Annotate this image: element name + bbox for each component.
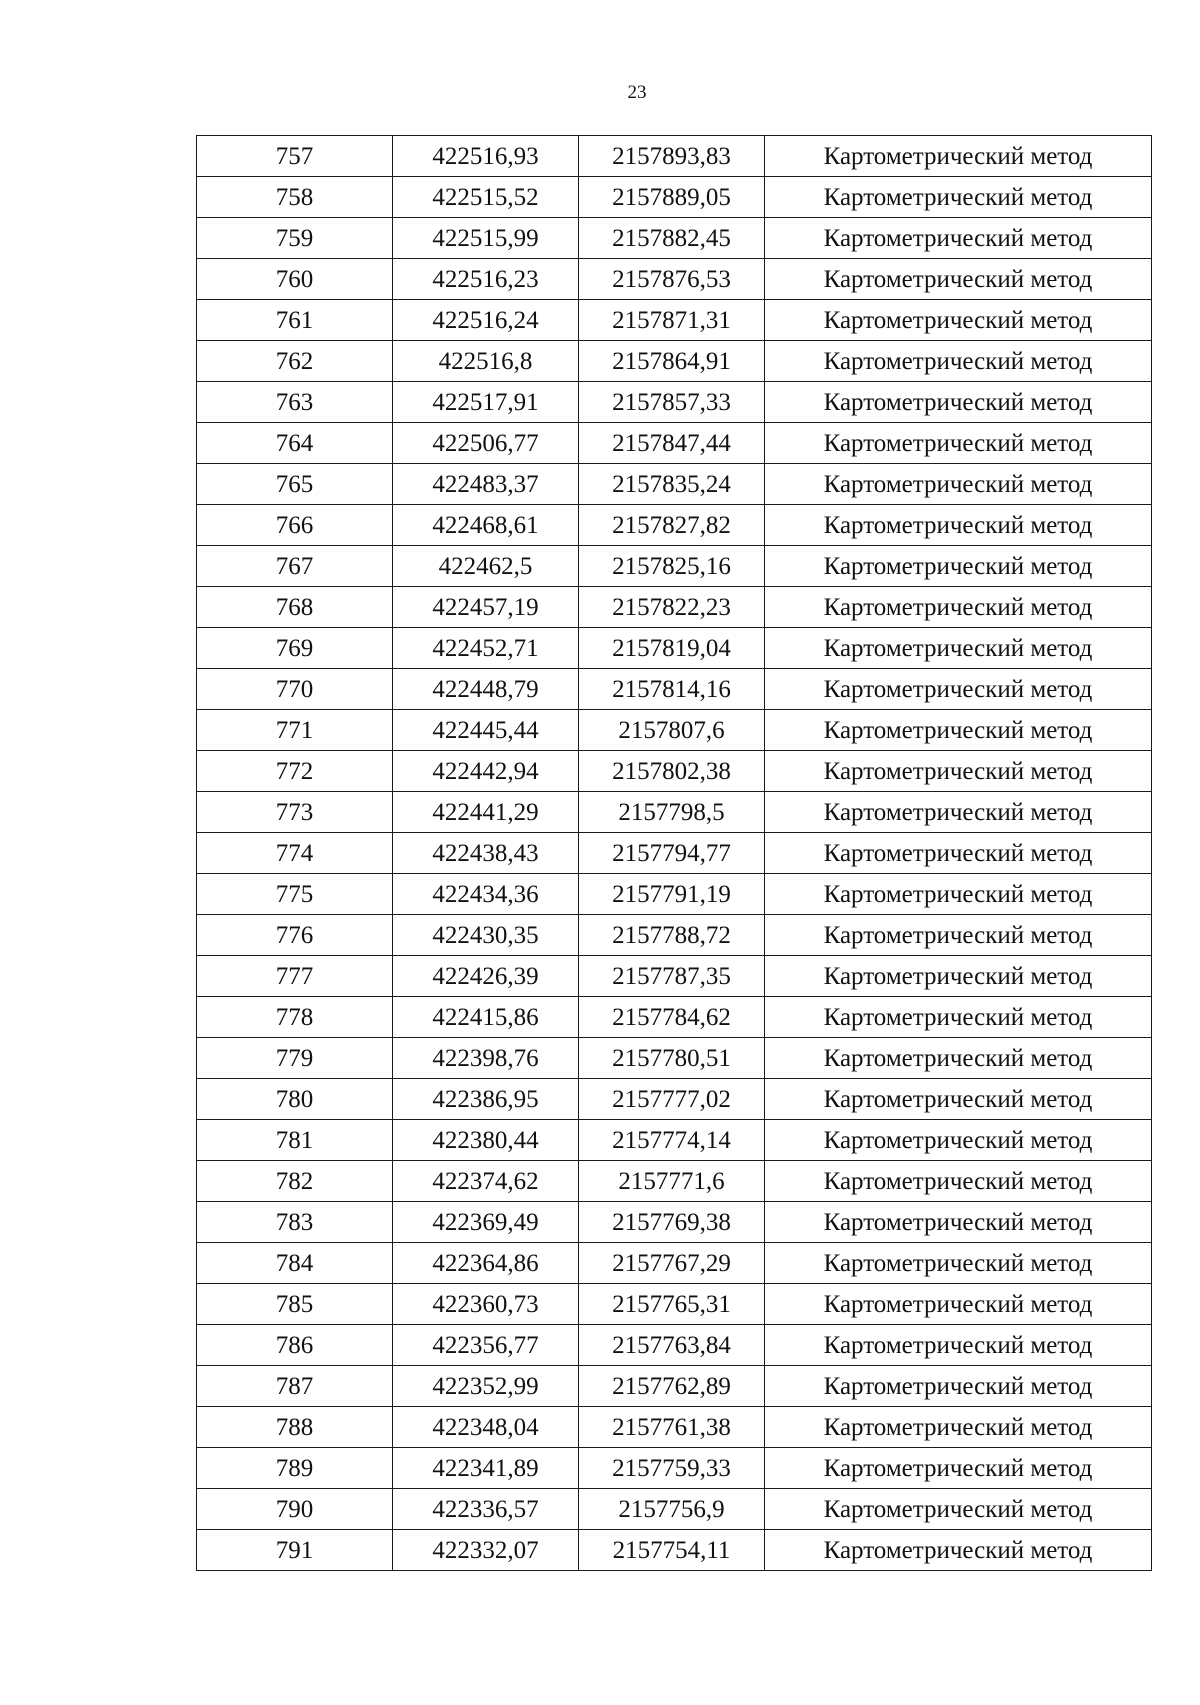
x-coordinate-cell: 422374,62 — [393, 1161, 579, 1202]
method-cell: Картометрический метод — [765, 1243, 1152, 1284]
x-coordinate-cell: 422360,73 — [393, 1284, 579, 1325]
table-row — [197, 177, 1152, 218]
method-cell: Картометрический метод — [765, 341, 1152, 382]
table-row — [197, 751, 1152, 792]
table-row — [197, 669, 1152, 710]
table-row — [197, 546, 1152, 587]
method-cell: Картометрический метод — [765, 997, 1152, 1038]
table-row — [197, 464, 1152, 505]
point-number-cell: 772 — [197, 751, 393, 792]
point-number-cell: 767 — [197, 546, 393, 587]
table-row — [197, 341, 1152, 382]
table-row — [197, 300, 1152, 341]
x-coordinate-cell: 422341,89 — [393, 1448, 579, 1489]
x-coordinate-cell: 422445,44 — [393, 710, 579, 751]
method-cell: Картометрический метод — [765, 587, 1152, 628]
point-number-cell: 787 — [197, 1366, 393, 1407]
method-cell: Картометрический метод — [765, 1489, 1152, 1530]
y-coordinate-cell: 2157889,05 — [579, 177, 765, 218]
method-cell: Картометрический метод — [765, 1161, 1152, 1202]
y-coordinate-cell: 2157882,45 — [579, 218, 765, 259]
method-cell: Картометрический метод — [765, 792, 1152, 833]
x-coordinate-cell: 422506,77 — [393, 423, 579, 464]
table-row — [197, 1284, 1152, 1325]
y-coordinate-cell: 2157864,91 — [579, 341, 765, 382]
table-row — [197, 628, 1152, 669]
table-row — [197, 1530, 1152, 1571]
x-coordinate-cell: 422398,76 — [393, 1038, 579, 1079]
method-cell: Картометрический метод — [765, 177, 1152, 218]
table-row — [197, 956, 1152, 997]
table-row — [197, 833, 1152, 874]
table-row — [197, 1366, 1152, 1407]
point-number-cell: 764 — [197, 423, 393, 464]
method-cell: Картометрический метод — [765, 1407, 1152, 1448]
y-coordinate-cell: 2157765,31 — [579, 1284, 765, 1325]
y-coordinate-cell: 2157759,33 — [579, 1448, 765, 1489]
point-number-cell: 757 — [197, 136, 393, 177]
x-coordinate-cell: 422457,19 — [393, 587, 579, 628]
x-coordinate-cell: 422441,29 — [393, 792, 579, 833]
point-number-cell: 782 — [197, 1161, 393, 1202]
x-coordinate-cell: 422516,23 — [393, 259, 579, 300]
method-cell: Картометрический метод — [765, 218, 1152, 259]
method-cell: Картометрический метод — [765, 1448, 1152, 1489]
point-number-cell: 786 — [197, 1325, 393, 1366]
method-cell: Картометрический метод — [765, 259, 1152, 300]
point-number-cell: 780 — [197, 1079, 393, 1120]
x-coordinate-cell: 422452,71 — [393, 628, 579, 669]
point-number-cell: 790 — [197, 1489, 393, 1530]
y-coordinate-cell: 2157756,9 — [579, 1489, 765, 1530]
table-row — [197, 915, 1152, 956]
x-coordinate-cell: 422483,37 — [393, 464, 579, 505]
table-row — [197, 1407, 1152, 1448]
table-row — [197, 423, 1152, 464]
y-coordinate-cell: 2157774,14 — [579, 1120, 765, 1161]
page-number: 23 — [627, 82, 647, 103]
method-cell: Картометрический метод — [765, 833, 1152, 874]
point-number-cell: 785 — [197, 1284, 393, 1325]
table-row — [197, 1448, 1152, 1489]
method-cell: Картометрический метод — [765, 1284, 1152, 1325]
point-number-cell: 779 — [197, 1038, 393, 1079]
x-coordinate-cell: 422364,86 — [393, 1243, 579, 1284]
x-coordinate-cell: 422434,36 — [393, 874, 579, 915]
table-row — [197, 505, 1152, 546]
point-number-cell: 778 — [197, 997, 393, 1038]
method-cell: Картометрический метод — [765, 1202, 1152, 1243]
y-coordinate-cell: 2157771,6 — [579, 1161, 765, 1202]
x-coordinate-cell: 422386,95 — [393, 1079, 579, 1120]
point-number-cell: 777 — [197, 956, 393, 997]
method-cell: Картометрический метод — [765, 1530, 1152, 1571]
table-row — [197, 1202, 1152, 1243]
x-coordinate-cell: 422438,43 — [393, 833, 579, 874]
x-coordinate-cell: 422515,52 — [393, 177, 579, 218]
x-coordinate-cell: 422516,24 — [393, 300, 579, 341]
table-row — [197, 1079, 1152, 1120]
table-row — [197, 218, 1152, 259]
method-cell: Картометрический метод — [765, 710, 1152, 751]
method-cell: Картометрический метод — [765, 956, 1152, 997]
table-row — [197, 1243, 1152, 1284]
y-coordinate-cell: 2157754,11 — [579, 1530, 765, 1571]
point-number-cell: 773 — [197, 792, 393, 833]
y-coordinate-cell: 2157784,62 — [579, 997, 765, 1038]
point-number-cell: 761 — [197, 300, 393, 341]
y-coordinate-cell: 2157871,31 — [579, 300, 765, 341]
x-coordinate-cell: 422462,5 — [393, 546, 579, 587]
point-number-cell: 781 — [197, 1120, 393, 1161]
y-coordinate-cell: 2157847,44 — [579, 423, 765, 464]
method-cell: Картометрический метод — [765, 1079, 1152, 1120]
x-coordinate-cell: 422426,39 — [393, 956, 579, 997]
y-coordinate-cell: 2157788,72 — [579, 915, 765, 956]
y-coordinate-cell: 2157802,38 — [579, 751, 765, 792]
point-number-cell: 784 — [197, 1243, 393, 1284]
table-row — [197, 1161, 1152, 1202]
point-number-cell: 770 — [197, 669, 393, 710]
method-cell: Картометрический метод — [765, 751, 1152, 792]
y-coordinate-cell: 2157791,19 — [579, 874, 765, 915]
table-row — [197, 1120, 1152, 1161]
point-number-cell: 765 — [197, 464, 393, 505]
y-coordinate-cell: 2157798,5 — [579, 792, 765, 833]
y-coordinate-cell: 2157835,24 — [579, 464, 765, 505]
method-cell: Картометрический метод — [765, 1120, 1152, 1161]
point-number-cell: 783 — [197, 1202, 393, 1243]
method-cell: Картометрический метод — [765, 628, 1152, 669]
y-coordinate-cell: 2157787,35 — [579, 956, 765, 997]
point-number-cell: 775 — [197, 874, 393, 915]
point-number-cell: 760 — [197, 259, 393, 300]
table-row — [197, 259, 1152, 300]
y-coordinate-cell: 2157827,82 — [579, 505, 765, 546]
point-number-cell: 788 — [197, 1407, 393, 1448]
y-coordinate-cell: 2157893,83 — [579, 136, 765, 177]
method-cell: Картометрический метод — [765, 300, 1152, 341]
x-coordinate-cell: 422415,86 — [393, 997, 579, 1038]
x-coordinate-cell: 422348,04 — [393, 1407, 579, 1448]
y-coordinate-cell: 2157857,33 — [579, 382, 765, 423]
coordinates-table — [196, 135, 1152, 1571]
y-coordinate-cell: 2157819,04 — [579, 628, 765, 669]
y-coordinate-cell: 2157762,89 — [579, 1366, 765, 1407]
y-coordinate-cell: 2157763,84 — [579, 1325, 765, 1366]
point-number-cell: 759 — [197, 218, 393, 259]
method-cell: Картометрический метод — [765, 136, 1152, 177]
table-row — [197, 997, 1152, 1038]
method-cell: Картометрический метод — [765, 505, 1152, 546]
y-coordinate-cell: 2157777,02 — [579, 1079, 765, 1120]
y-coordinate-cell: 2157825,16 — [579, 546, 765, 587]
method-cell: Картометрический метод — [765, 669, 1152, 710]
table-row — [197, 1489, 1152, 1530]
method-cell: Картометрический метод — [765, 382, 1152, 423]
table-row — [197, 710, 1152, 751]
point-number-cell: 762 — [197, 341, 393, 382]
x-coordinate-cell: 422356,77 — [393, 1325, 579, 1366]
x-coordinate-cell: 422332,07 — [393, 1530, 579, 1571]
y-coordinate-cell: 2157814,16 — [579, 669, 765, 710]
method-cell: Картометрический метод — [765, 423, 1152, 464]
point-number-cell: 766 — [197, 505, 393, 546]
point-number-cell: 768 — [197, 587, 393, 628]
table-row — [197, 874, 1152, 915]
x-coordinate-cell: 422380,44 — [393, 1120, 579, 1161]
coordinates-table-body — [197, 136, 1152, 1571]
method-cell: Картометрический метод — [765, 1325, 1152, 1366]
point-number-cell: 791 — [197, 1530, 393, 1571]
x-coordinate-cell: 422442,94 — [393, 751, 579, 792]
table-row — [197, 792, 1152, 833]
method-cell: Картометрический метод — [765, 874, 1152, 915]
point-number-cell: 758 — [197, 177, 393, 218]
y-coordinate-cell: 2157761,38 — [579, 1407, 765, 1448]
table-row — [197, 1038, 1152, 1079]
table-row — [197, 1325, 1152, 1366]
x-coordinate-cell: 422430,35 — [393, 915, 579, 956]
x-coordinate-cell: 422352,99 — [393, 1366, 579, 1407]
y-coordinate-cell: 2157780,51 — [579, 1038, 765, 1079]
y-coordinate-cell: 2157822,23 — [579, 587, 765, 628]
point-number-cell: 771 — [197, 710, 393, 751]
x-coordinate-cell: 422369,49 — [393, 1202, 579, 1243]
point-number-cell: 774 — [197, 833, 393, 874]
table-row — [197, 136, 1152, 177]
y-coordinate-cell: 2157794,77 — [579, 833, 765, 874]
method-cell: Картометрический метод — [765, 464, 1152, 505]
x-coordinate-cell: 422517,91 — [393, 382, 579, 423]
method-cell: Картометрический метод — [765, 546, 1152, 587]
x-coordinate-cell: 422516,8 — [393, 341, 579, 382]
x-coordinate-cell: 422515,99 — [393, 218, 579, 259]
table-row — [197, 382, 1152, 423]
point-number-cell: 769 — [197, 628, 393, 669]
method-cell: Картометрический метод — [765, 1366, 1152, 1407]
x-coordinate-cell: 422516,93 — [393, 136, 579, 177]
method-cell: Картометрический метод — [765, 915, 1152, 956]
method-cell: Картометрический метод — [765, 1038, 1152, 1079]
y-coordinate-cell: 2157769,38 — [579, 1202, 765, 1243]
y-coordinate-cell: 2157807,6 — [579, 710, 765, 751]
x-coordinate-cell: 422336,57 — [393, 1489, 579, 1530]
point-number-cell: 776 — [197, 915, 393, 956]
x-coordinate-cell: 422468,61 — [393, 505, 579, 546]
point-number-cell: 763 — [197, 382, 393, 423]
point-number-cell: 789 — [197, 1448, 393, 1489]
table-row — [197, 587, 1152, 628]
y-coordinate-cell: 2157876,53 — [579, 259, 765, 300]
x-coordinate-cell: 422448,79 — [393, 669, 579, 710]
y-coordinate-cell: 2157767,29 — [579, 1243, 765, 1284]
